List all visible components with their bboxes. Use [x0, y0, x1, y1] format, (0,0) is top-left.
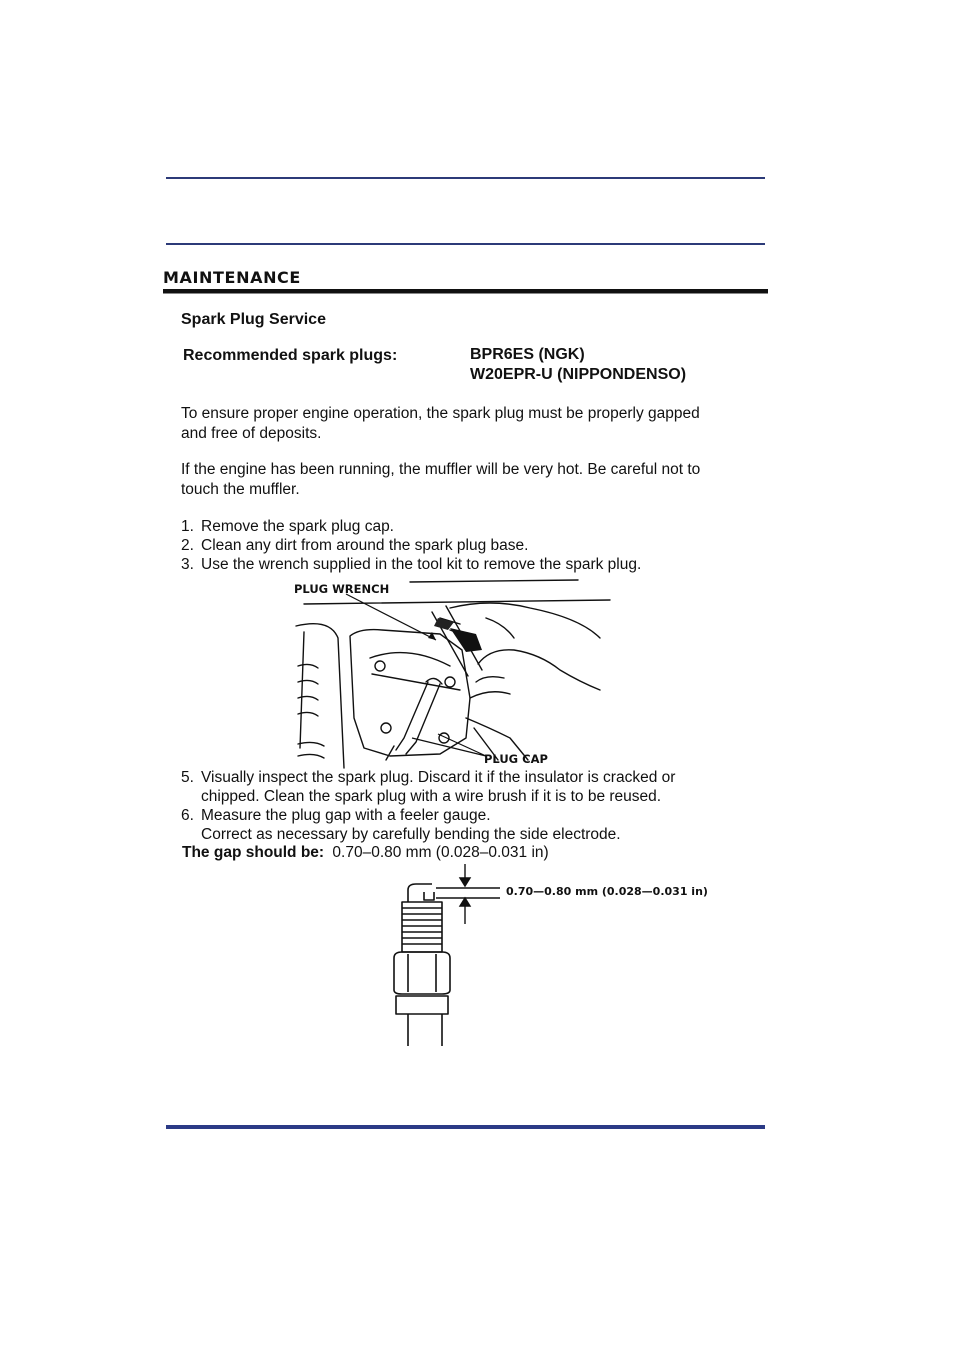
- header-rule-bottom: [166, 243, 765, 245]
- paragraph-line: If the engine has been running, the muffler will be very hot. Be careful not to: [181, 461, 701, 478]
- list-item: 5. Visually inspect the spark plug. Discard it if the insulator is cracked or chipped. Clean the spark plug with a wire brush if it is to be reused.: [181, 769, 676, 805]
- paragraph-gapping: [181, 404, 700, 444]
- section-title-underline-shadow: [163, 293, 768, 294]
- paragraph-line: To ensure proper engine operation, the spark plug must be properly gapped: [181, 405, 700, 422]
- list-item: 6. Measure the plug gap with a feeler gauge. Correct as necessary by carefully bending the side electrode.: [181, 807, 621, 843]
- subsection-title: Spark Plug Service: [181, 311, 326, 328]
- plug-wrench-illustration: [290, 578, 620, 770]
- section-title: MAINTENANCE: [163, 268, 301, 287]
- plug-ngk: BPR6ES (NGK): [470, 346, 585, 363]
- steps-list-b: [181, 768, 771, 844]
- list-item: 2. Clean any dirt from around the spark plug base.: [181, 537, 529, 554]
- footer-rule: [166, 1125, 765, 1129]
- paragraph-line: and free of deposits.: [181, 425, 322, 442]
- paragraph-line: touch the muffler.: [181, 481, 300, 498]
- steps-list-a: [181, 517, 641, 574]
- list-item: 1. Remove the spark plug cap.: [181, 518, 394, 535]
- gap-spec-label: The gap should be:: [182, 844, 325, 861]
- plug-wrench-callout: PLUG WRENCH: [294, 582, 390, 596]
- header-rule-top: [166, 177, 765, 179]
- spark-plug-gap-diagram: [390, 862, 510, 1050]
- gap-spec: [182, 844, 549, 862]
- plug-cap-callout: PLUG CAP: [484, 752, 548, 766]
- paragraph-muffler-warning: [181, 460, 700, 500]
- gap-dimension-label: 0.70—0.80 mm (0.028—0.031 in): [506, 885, 708, 898]
- gap-spec-value: 0.70–0.80 mm (0.028–0.031 in): [332, 844, 549, 861]
- plug-nippondenso: W20EPR-U (NIPPONDENSO): [470, 366, 687, 383]
- list-item: 3. Use the wrench supplied in the tool kit to remove the spark plug.: [181, 556, 642, 573]
- recommended-plugs-label: Recommended spark plugs:: [183, 347, 398, 364]
